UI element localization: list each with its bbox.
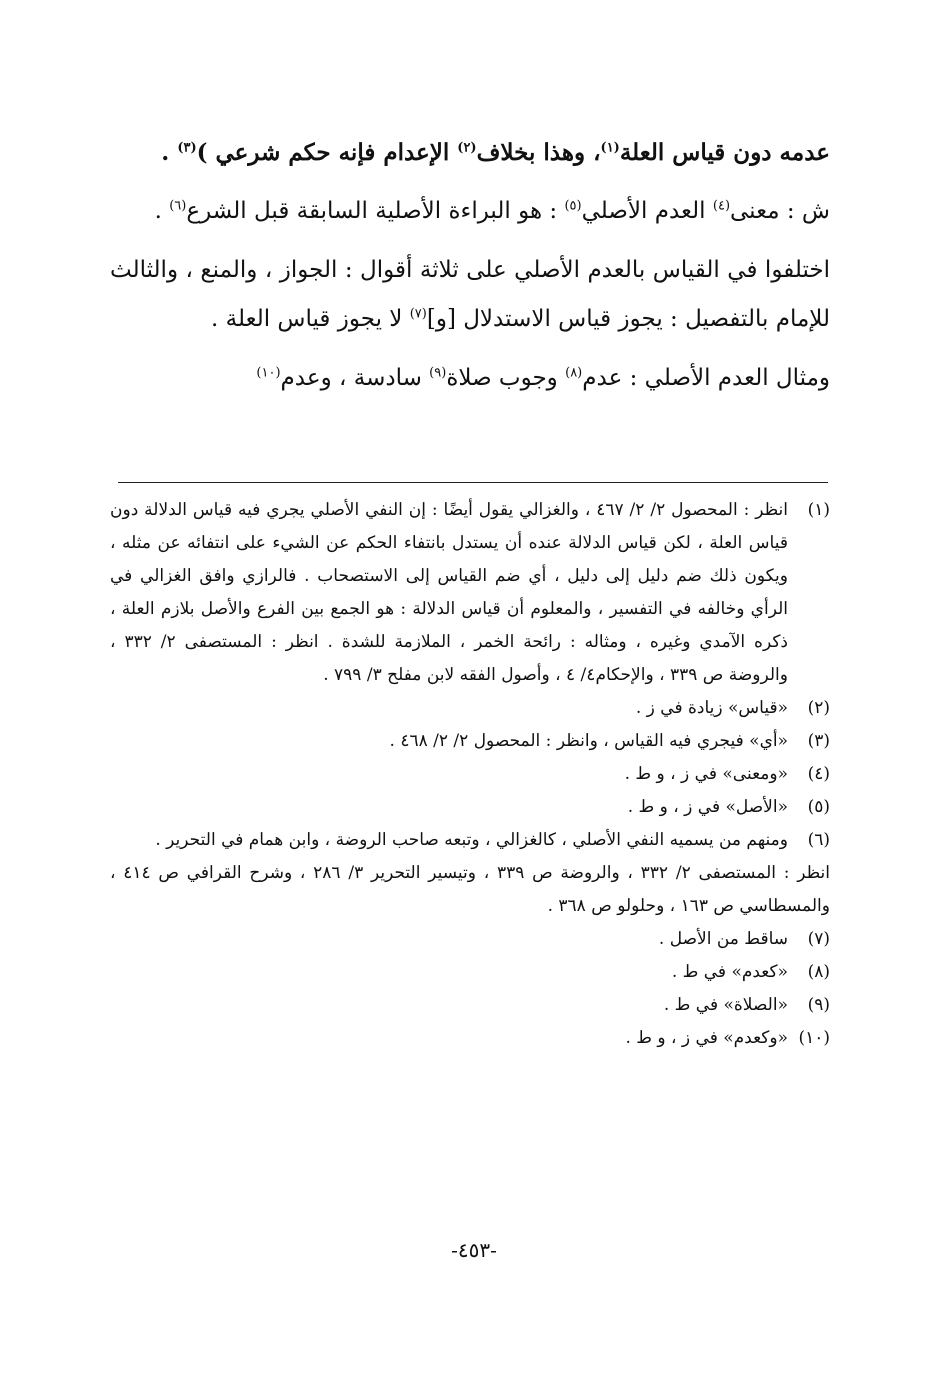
footnote-text: «ومعنى» في ز ، و ط . (624, 764, 788, 784)
text-span: وجوب صلاة (446, 365, 566, 391)
footnote-5 (110, 791, 830, 824)
footnote-ref: (٦) (169, 198, 187, 214)
footnote-text: ساقط من الأصل . (658, 929, 788, 949)
paragraph-3 (110, 246, 830, 344)
footnote-text: انظر : المستصفى ٢/ ٣٣٢ ، والروضة ص ٣٣٩ ، وتيسير التحرير ٣/ ٢٨٦ ، وشرح القرافي ص ٤١٤ ، والمسطاسي ص ١٦٣ ، وحلولو ص ٣٦٨ . (110, 863, 831, 916)
text-span: سادسة ، وعدم (280, 365, 430, 391)
text-span: لا يجوز قياس العلة . (211, 306, 410, 332)
footnote-ref: (١٠) (256, 365, 281, 381)
footnote-text: «أي» فيجري فيه القياس ، وانظر : المحصول ٢/ ٢/ ٤٦٨ . (389, 731, 788, 751)
footnote-text: «وكعدم» في ز ، و ط . (625, 1028, 788, 1048)
text-span: ش : معنى (730, 198, 830, 224)
footnote-7 (110, 923, 830, 956)
footnote-9 (110, 989, 830, 1022)
paragraph-1 (110, 128, 830, 177)
footnotes-section (110, 494, 830, 1055)
text-span: عدمه دون قياس العلة (619, 139, 830, 166)
text-span: . (154, 198, 170, 224)
paragraph-4 (110, 354, 830, 403)
footnote-1 (110, 494, 830, 692)
footnote-10 (110, 1022, 830, 1055)
footnote-6-continuation (110, 857, 830, 923)
text-span: . (161, 139, 178, 166)
footnote-number: (٣) (807, 731, 830, 751)
text-span: الإعدام فإنه حكم شرعي ) (196, 139, 458, 166)
footnote-ref: (٥) (564, 198, 582, 214)
footnote-text: «كعدم» في ط . (671, 962, 788, 982)
text-span: العدم الأصلي (581, 198, 713, 224)
footnote-number: (٦) (807, 830, 830, 850)
text-span: ، وهذا بخلاف (476, 139, 601, 166)
footnote-number: (٨) (807, 962, 830, 982)
footnote-ref: (٩) (429, 365, 447, 381)
footnote-ref: (٤) (712, 198, 731, 214)
footnote-number: (٢) (807, 698, 830, 718)
footnote-6 (110, 824, 830, 857)
footnote-2 (110, 692, 830, 725)
footnote-ref: (٢) (457, 140, 477, 156)
footnote-ref: (٨) (565, 365, 583, 381)
footnote-number: (١) (807, 500, 830, 520)
footnote-text: انظر : المحصول ٢/ ٢/ ٤٦٧ ، والغزالي يقول أيضًا : إن النفي الأصلي يجري فيه قياس الدلالة دون قياس العلة ، لكن قياس الدلالة عنده أن يستدل بانتفاء الحكم عن الشيء على انتفائه عن مثله ، ويكون ذلك ضم دليل إلى دليل ، أي ضم القياس إلى الاستصحاب . فالرازي وافق الغزالي في الرأي وخالفه في التفسير ، والمعلوم أن قياس الدلالة : هو الجمع بين الفرع والأصل بلازم العلة ، ذكره الآمدي وغيره ، ومثاله : رائحة الخمر ، الملازمة للشدة . انظر : المستصفى ٢/ ٣٣٢ ، والروضة ص ٣٣٩ ، والإحكام٤/ ٤ ، وأصول الفقه لابن مفلح ٣/ ٧٩٩ . (110, 500, 788, 685)
footnote-4 (110, 758, 830, 791)
footnote-text: «الصلاة» في ط . (663, 995, 788, 1015)
footnote-number: (١٠) (798, 1028, 830, 1048)
footnote-8 (110, 956, 830, 989)
footnote-ref: (٣) (177, 140, 197, 156)
footnote-number: (٩) (807, 995, 830, 1015)
footnote-number: (٤) (807, 764, 830, 784)
footnote-text: «الأصل» في ز ، و ط . (627, 797, 788, 817)
footnote-text: ومنهم من يسميه النفي الأصلي ، كالغزالي ، وتبعه صاحب الروضة ، وابن همام في التحرير . (155, 830, 788, 850)
footnote-text: «قياس» زيادة في ز . (635, 698, 788, 718)
footnote-ref: (١) (600, 140, 620, 156)
page-number: -٤٥٣- (451, 1238, 497, 1262)
text-span: : هو البراءة الأصلية السابقة قبل الشرع (186, 198, 565, 224)
text-span: ومثال العدم الأصلي : عدم (582, 365, 830, 391)
footnote-number: (٧) (807, 929, 830, 949)
footnote-3 (110, 725, 830, 758)
footnote-divider (118, 482, 828, 483)
paragraph-2 (110, 187, 830, 236)
main-text (110, 128, 830, 403)
text-span: اختلفوا في القياس بالعدم الأصلي على ثلاثة أقوال : الجواز ، والمنع ، والثالث للإمام بالتفصيل : يجوز قياس الاستدلال [و] (110, 257, 830, 332)
footnote-number: (٥) (807, 797, 830, 817)
footnote-ref: (٧) (409, 306, 427, 322)
